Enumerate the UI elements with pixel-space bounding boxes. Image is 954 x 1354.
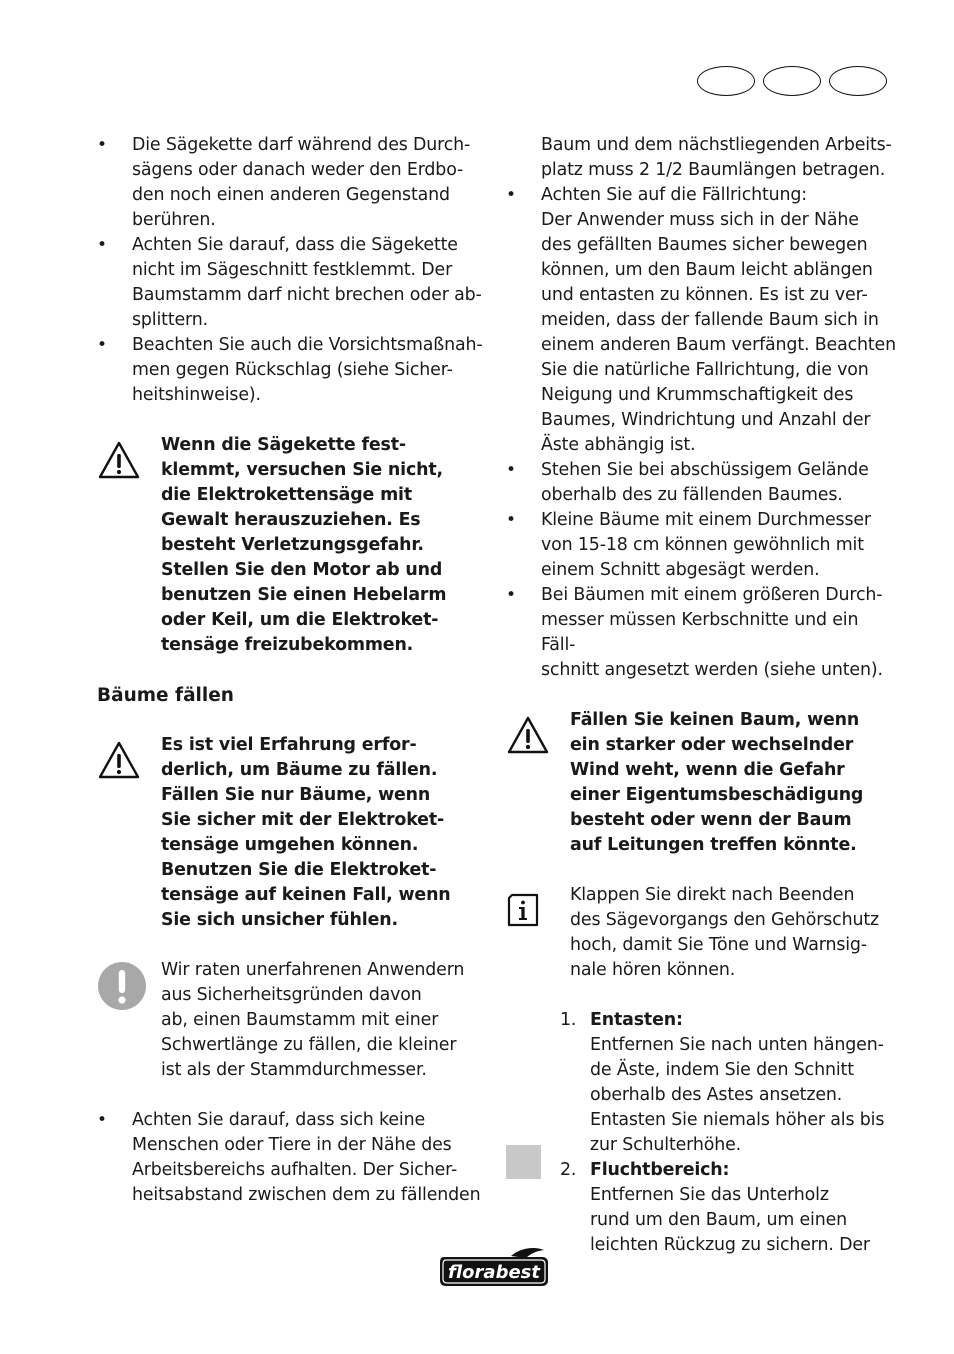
bullet-line: nicht im Sägeschnitt festklemmt. Der bbox=[132, 260, 453, 280]
note-line: Klappen Sie direkt nach Beenden bbox=[570, 885, 855, 905]
gray-marker-square bbox=[506, 1145, 541, 1179]
warning-icon bbox=[97, 440, 141, 480]
step-line: Entfernen Sie nach unten hängen- bbox=[590, 1035, 884, 1055]
bullet-line: Der Anwender muss sich in der Nähe bbox=[541, 210, 859, 230]
bullet-line: oberhalb des zu fällenden Baumes. bbox=[541, 485, 843, 505]
bullet-line: splittern. bbox=[132, 310, 208, 330]
continued-text bbox=[506, 133, 896, 183]
warning-note bbox=[97, 733, 487, 933]
bullet-line: Arbeitsbereichs aufhalten. Der Sicher- bbox=[132, 1160, 458, 1180]
note-line: ab, einen Baumstamm mit einer bbox=[161, 1010, 439, 1030]
warning-line: Gewalt herauszuziehen. Es bbox=[161, 510, 421, 530]
continued-line: platz muss 2 1/2 Baumlängen betragen. bbox=[541, 160, 886, 180]
bullet-list bbox=[97, 133, 487, 408]
bullet-item bbox=[97, 233, 487, 333]
continued-line: Baum und dem nächstliegenden Arbeits- bbox=[541, 135, 892, 155]
step-line: Entfernen Sie das Unterholz bbox=[590, 1185, 829, 1205]
note-line: aus Sicherheitsgründen davon bbox=[161, 985, 422, 1005]
warning-icon bbox=[506, 715, 550, 755]
section-heading: Bäume fällen bbox=[97, 685, 234, 706]
bullet-line: des gefällten Baumes sicher bewegen bbox=[541, 235, 868, 255]
note-line: hoch, damit Sie Töne und Warnsig- bbox=[570, 935, 867, 955]
bullet-line: schnitt angesetzt werden (siehe unten). bbox=[541, 660, 883, 680]
language-oval bbox=[829, 66, 887, 96]
numbered-step bbox=[506, 1158, 896, 1258]
bullet-list bbox=[97, 1108, 487, 1208]
bullet-line: heitsabstand zwischen dem zu fällenden bbox=[132, 1185, 481, 1205]
warning-line: tensäge umgehen können. bbox=[161, 835, 419, 855]
warning-line: Benutzen Sie die Elektroket- bbox=[161, 860, 437, 880]
warning-line: benutzen Sie einen Hebelarm bbox=[161, 585, 447, 605]
step-title: Entasten: bbox=[590, 1010, 683, 1030]
warning-line: Fällen Sie nur Bäume, wenn bbox=[161, 785, 431, 805]
bullet-line: • Beachten Sie auch die Vorsichtsmaßnah- bbox=[132, 335, 483, 355]
bullet-line: men gegen Rückschlag (siehe Sicher- bbox=[132, 360, 453, 380]
warning-line: Wind weht, wenn die Gefahr bbox=[570, 760, 845, 780]
bullet-line: meiden, dass der fallende Baum sich in bbox=[541, 310, 879, 330]
warning-line: besteht oder wenn der Baum bbox=[570, 810, 852, 830]
warning-note bbox=[97, 433, 487, 658]
warning-line: die Elektrokettensäge mit bbox=[161, 485, 413, 505]
bullet-line: messer müssen Kerbschnitte und ein Fäll- bbox=[541, 610, 859, 655]
step-line: de Äste, indem Sie den Schnitt bbox=[590, 1060, 854, 1080]
warning-line: Stellen Sie den Motor ab und bbox=[161, 560, 443, 580]
language-indicator-ovals bbox=[697, 66, 889, 98]
florabest-logo bbox=[438, 1247, 551, 1289]
step-title: Fluchtbereich: bbox=[590, 1160, 730, 1180]
bullet-line: Baumes, Windrichtung und Anzahl der bbox=[541, 410, 871, 430]
bullet-line: Neigung und Krummschaftigkeit des bbox=[541, 385, 854, 405]
warning-text bbox=[161, 433, 487, 658]
bullet-line: sägens oder danach weder den Erdbo- bbox=[132, 160, 464, 180]
important-note bbox=[97, 958, 487, 1083]
bullet-item bbox=[506, 508, 896, 583]
svg-text:florabest: florabest bbox=[448, 1262, 540, 1283]
bullet-item bbox=[97, 333, 487, 408]
bullet-line: • Die Sägekette darf während des Durch- bbox=[132, 135, 471, 155]
step-line: Entasten Sie niemals höher als bis bbox=[590, 1110, 885, 1130]
language-oval bbox=[697, 66, 755, 96]
info-note-text bbox=[570, 883, 896, 983]
bullet-item bbox=[506, 583, 896, 683]
bullet-list bbox=[506, 183, 896, 683]
note-line: ist als der Stammdurchmesser. bbox=[161, 1060, 427, 1080]
bullet-line: von 15-18 cm können gewöhnlich mit bbox=[541, 535, 864, 555]
right-column bbox=[506, 133, 896, 1258]
warning-line: auf Leitungen treffen könnte. bbox=[570, 835, 857, 855]
bullet-line: Sie die natürliche Fallrichtung, die von bbox=[541, 360, 869, 380]
bullet-line: einem Schnitt abgesägt werden. bbox=[541, 560, 820, 580]
warning-text bbox=[161, 733, 487, 933]
note-line: nale hören können. bbox=[570, 960, 736, 980]
bullet-item bbox=[97, 133, 487, 233]
bullet-line: einem anderen Baum verfängt. Beachten bbox=[541, 335, 896, 355]
left-column bbox=[97, 133, 487, 1208]
bullet-line: • Bei Bäumen mit einem größeren Durch- bbox=[541, 585, 883, 605]
bullet-line: • Achten Sie darauf, dass sich keine bbox=[132, 1110, 425, 1130]
bullet-line: berühren. bbox=[132, 210, 216, 230]
warning-line: Wenn die Sägekette fest- bbox=[161, 435, 406, 455]
exclamation-circle-icon bbox=[97, 961, 147, 1011]
warning-line: Sie sicher mit der Elektroket- bbox=[161, 810, 445, 830]
bullet-line: Baumstamm darf nicht brechen oder ab- bbox=[132, 285, 482, 305]
language-oval bbox=[763, 66, 821, 96]
warning-line: tensäge freizubekommen. bbox=[161, 635, 414, 655]
bullet-item bbox=[506, 458, 896, 508]
bullet-line: • Achten Sie darauf, dass die Sägekette bbox=[132, 235, 458, 255]
step-number: 1. bbox=[560, 1010, 577, 1030]
warning-line: Es ist viel Erfahrung erfor- bbox=[161, 735, 417, 755]
warning-line: derlich, um Bäume zu fällen. bbox=[161, 760, 438, 780]
warning-line: klemmt, versuchen Sie nicht, bbox=[161, 460, 443, 480]
bullet-item bbox=[506, 183, 896, 458]
bullet-line: • Stehen Sie bei abschüssigem Gelände bbox=[541, 460, 869, 480]
note-line: Wir raten unerfahrenen Anwendern bbox=[161, 960, 465, 980]
note-line: des Sägevorgangs den Gehörschutz bbox=[570, 910, 879, 930]
bullet-line: • Achten Sie auf die Fällrichtung: bbox=[541, 185, 808, 205]
bullet-line: heitshinweise). bbox=[132, 385, 261, 405]
warning-line: oder Keil, um die Elektroket- bbox=[161, 610, 439, 630]
bullet-line: Menschen oder Tiere in der Nähe des bbox=[132, 1135, 452, 1155]
warning-line: besteht Verletzungsgefahr. bbox=[161, 535, 424, 555]
step-number: 2. bbox=[560, 1160, 577, 1180]
important-note-text bbox=[161, 958, 487, 1083]
numbered-step bbox=[506, 1008, 896, 1158]
note-line: Schwertlänge zu fällen, die kleiner bbox=[161, 1035, 457, 1055]
bullet-line: • Kleine Bäume mit einem Durchmesser bbox=[541, 510, 871, 530]
warning-line: Sie sich unsicher fühlen. bbox=[161, 910, 398, 930]
warning-icon bbox=[97, 740, 141, 780]
warning-line: einer Eigentumsbeschädigung bbox=[570, 785, 864, 805]
bullet-line: den noch einen anderen Gegenstand bbox=[132, 185, 450, 205]
step-line: oberhalb des Astes ansetzen. bbox=[590, 1085, 843, 1105]
warning-text bbox=[570, 708, 896, 858]
bullet-item bbox=[97, 1108, 487, 1208]
info-icon bbox=[506, 892, 540, 928]
bullet-line: können, um den Baum leicht ablängen bbox=[541, 260, 873, 280]
step-line: zur Schulterhöhe. bbox=[590, 1135, 742, 1155]
step-line: leichten Rückzug zu sichern. Der bbox=[590, 1235, 870, 1255]
bullet-line: Äste abhängig ist. bbox=[541, 435, 696, 455]
warning-line: Fällen Sie keinen Baum, wenn bbox=[570, 710, 860, 730]
step-line: rund um den Baum, um einen bbox=[590, 1210, 848, 1230]
warning-note bbox=[506, 708, 896, 858]
warning-line: ein starker oder wechselnder bbox=[570, 735, 854, 755]
numbered-steps bbox=[506, 1008, 896, 1258]
bullet-line: und entasten zu können. Es ist zu ver- bbox=[541, 285, 868, 305]
info-note bbox=[506, 883, 896, 983]
warning-line: tensäge auf keinen Fall, wenn bbox=[161, 885, 451, 905]
